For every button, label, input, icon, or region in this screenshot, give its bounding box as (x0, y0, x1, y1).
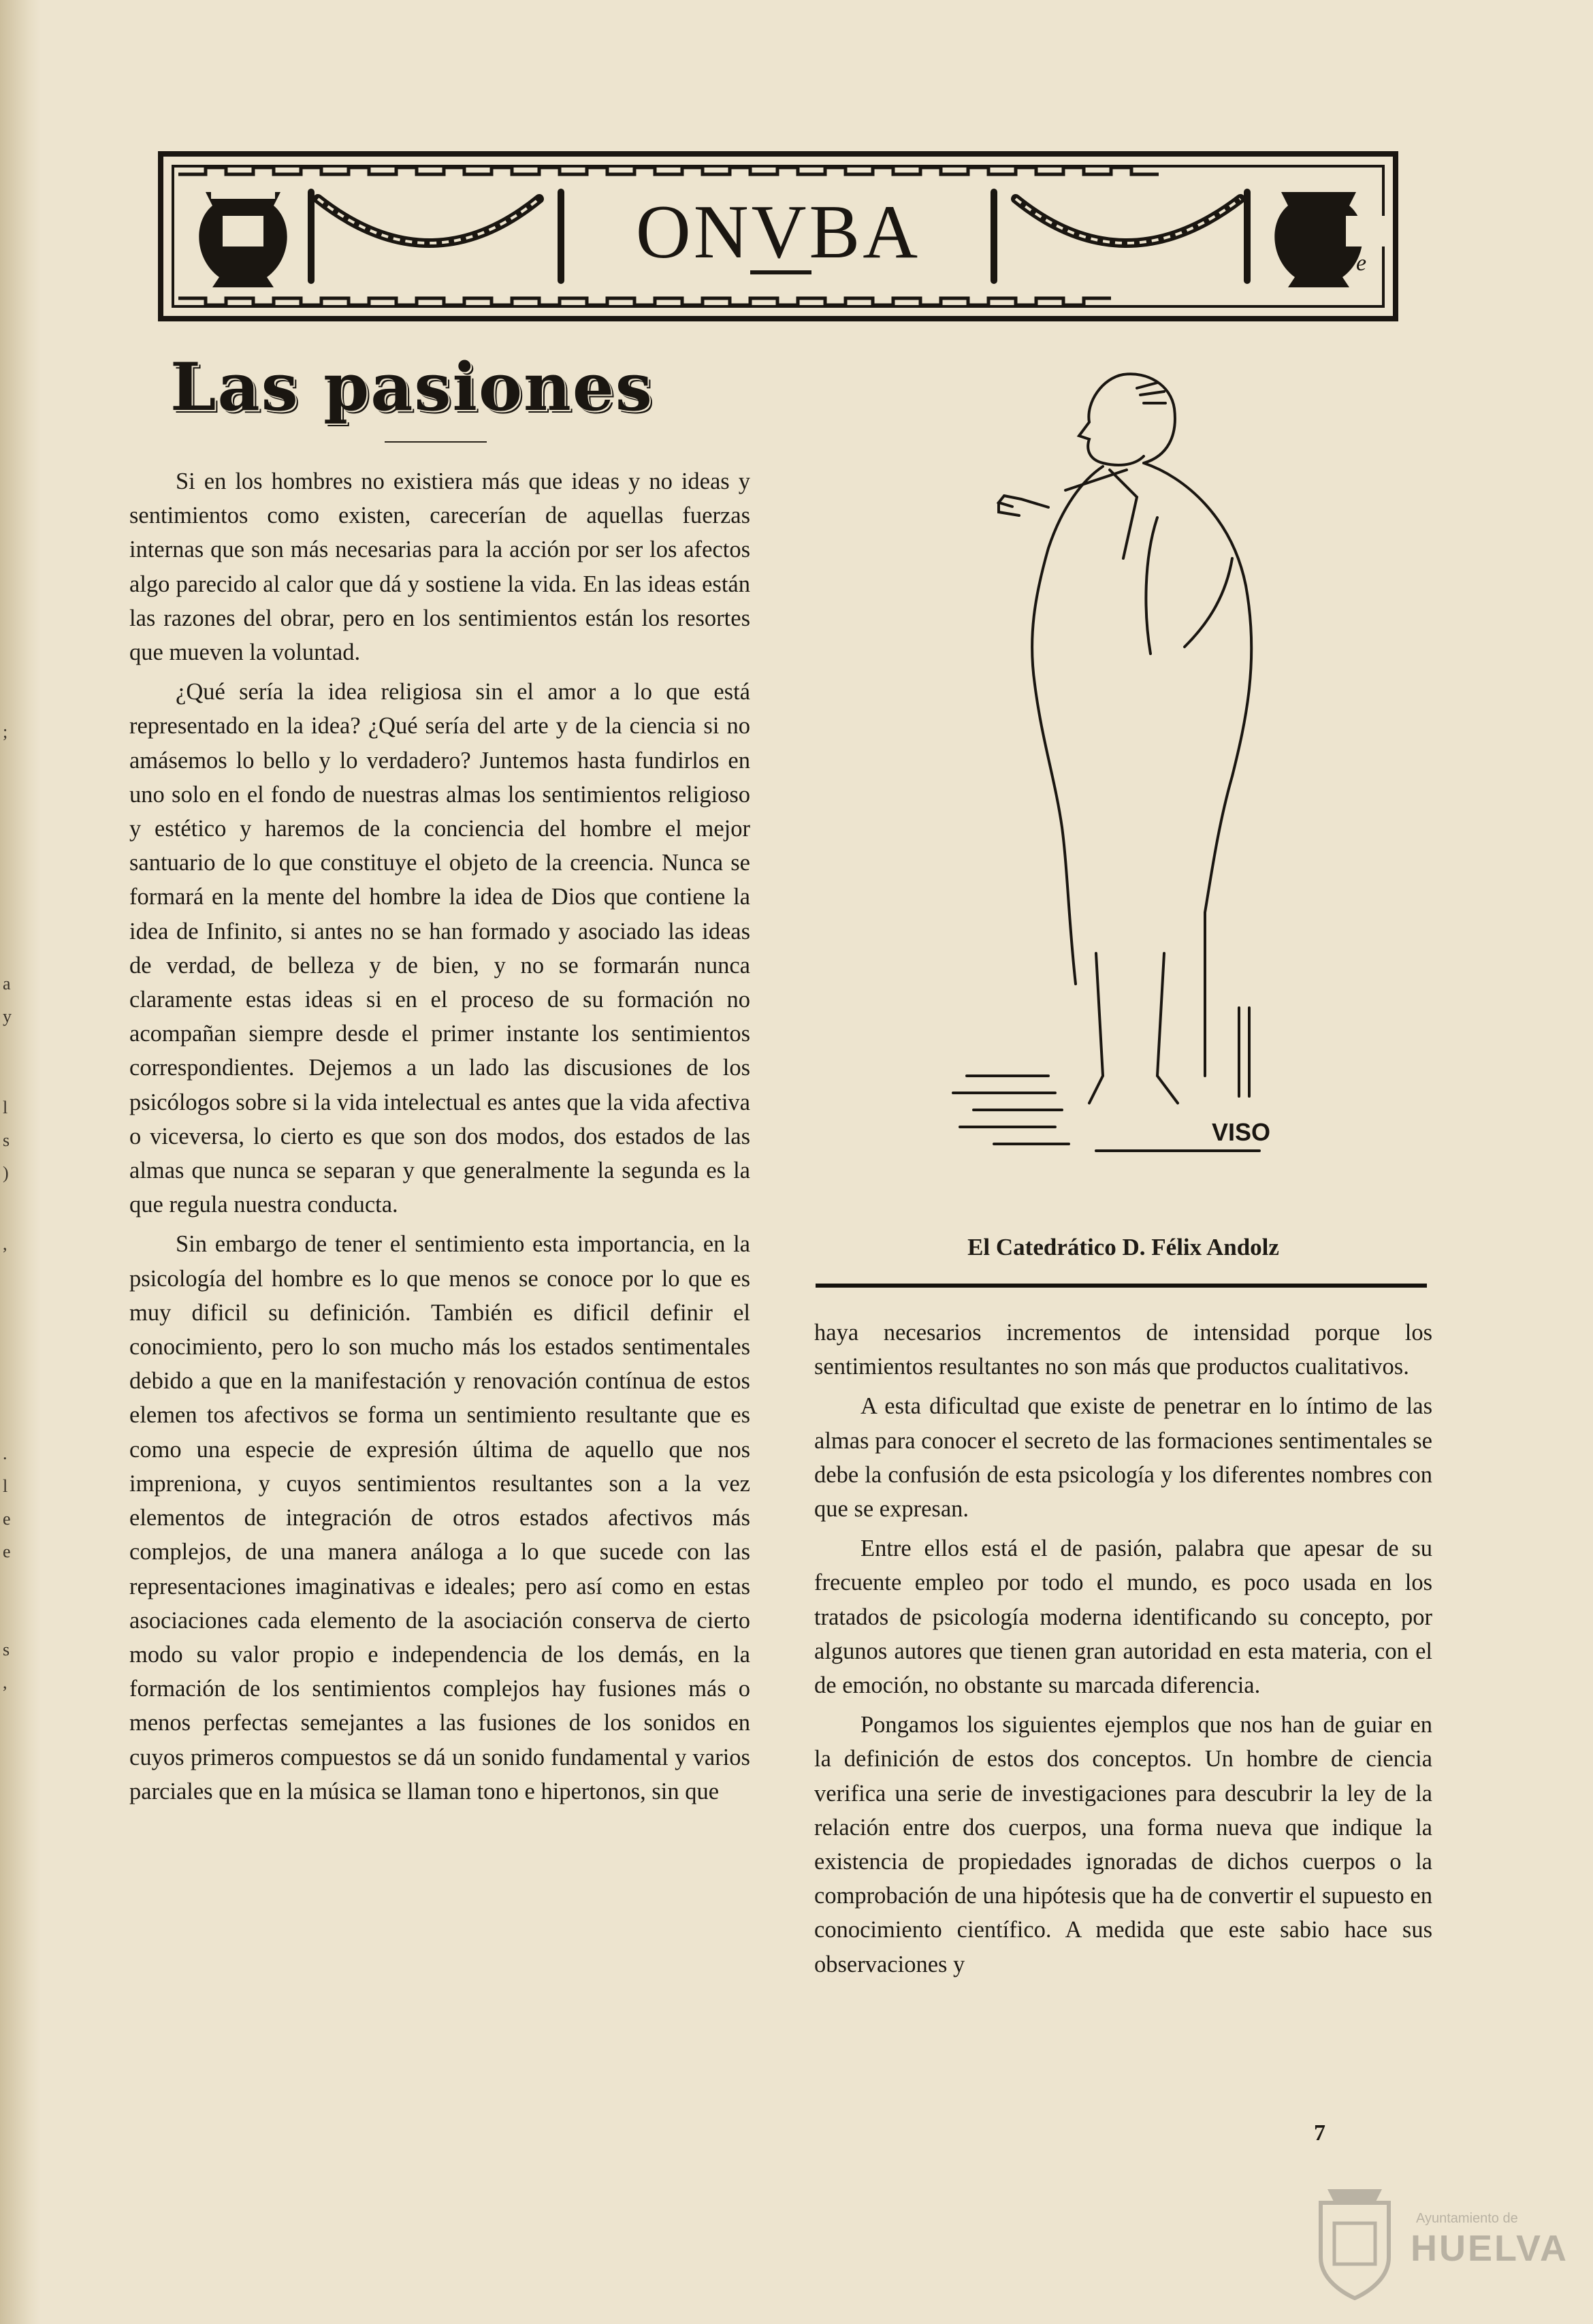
watermark-line2: HUELVA (1411, 2228, 1568, 2269)
caricature-illustration (939, 354, 1293, 1205)
paragraph: Si en los hombres no existiera más que ideas y no ideas y sentimientos como existen, carecerían de aquellas fuerzas internas que son más necesarias para la acción por ser los afectos algo parecido al calor que dá y sostiene la vida. En las ideas están las razones del obrar, pero en los sentimientos están los resortes que mueven la voluntad. (129, 468, 750, 666)
left-column (129, 464, 750, 1809)
masthead-title: ONVBA (635, 190, 921, 274)
illustration-caption: El Catedrático D. Félix Andolz (967, 1234, 1279, 1260)
paragraph: A esta dificultad que existe de penetrar en lo íntimo de las almas para conocer el secreto de las formaciones sentimentales se debe la confusión de esta psicología y los diferentes nombres con que se expresan. (814, 1393, 1432, 1523)
masthead-banner (158, 151, 1398, 321)
caption-divider (816, 1284, 1427, 1288)
fragment: ) (3, 1163, 9, 1183)
fragment: ; (3, 722, 8, 742)
watermark-line1: Ayuntamiento de (1416, 2211, 1518, 2226)
caricature-drawing (939, 354, 1293, 1205)
page-number: 7 (1314, 2120, 1325, 2146)
fragment: l (3, 1476, 8, 1496)
title-divider (385, 441, 487, 443)
paragraph: Pongamos los siguientes ejemplos que nos han de guiar en la definición de estos dos conceptos. Un hombre de ciencia verifica una serie de investigaciones para descubrir la ley de la relación entre dos cuerpos, una forma nueva que indique la existencia de propiedades ignoradas de dichos cuerpos o la comprobación de una hipótesis que ha de convertir el supuesto en conocimiento científico. A medida que este sabio hace sus observaciones y (814, 1712, 1432, 1977)
paragraph: Entre ellos está el de pasión, palabra que apesar de su frecuente empleo por todo el mundo, es poco usada en los tratados de psicología moderna identificando su concepto, por algunos autores que tienen gran autoridad en esta materia, con el de emoción, no obstante su marcada diferencia. (814, 1535, 1432, 1699)
artist-signature: VISO (1212, 1118, 1271, 1146)
fragment: s (3, 1130, 10, 1150)
fragment: , (3, 1234, 7, 1254)
article-title: Las pasiones (170, 349, 654, 426)
fragment: , (3, 1672, 7, 1692)
paragraph: haya necesarios incrementos de intensidad porque los sentimientos resultantes no son más que productos cualitativos. (814, 1320, 1432, 1380)
fragment: e (3, 1509, 11, 1529)
paragraph: Sin embargo de tener el sentimiento esta importancia, en la psicología del hombre es lo que menos se conoce por lo que es muy dificil su definición. También es dificil definir el conocimiento, pero lo son mucho más los estados sentimentales debido a que en la manifestación y renovación contínua de estos elemen tos afectivos se forma un sentimiento resultante que es como una especie de expresión última de aquello que nos impreniona, y cuyos sentimientos resultantes son a la vez elementos de integración de otros estados afectivos más complejos, de una manera análoga a lo que sucede con las representaciones imaginativas e ideales; pero así como en estas asociaciones cada elemento de la asociación conserva de cierto modo su valor propio e independencia de los demás, en la formación de los sentimientos complejos hay fusiones más o menos perfectas semejantes a las fusiones de los sonidos en cuyos primeros compuestos se dá un sonido fundamental y varios parciales que en la música se llaman tono e hipertonos, sin que (129, 1231, 750, 1804)
masthead-signature: e (1356, 251, 1367, 276)
fragment: l (3, 1098, 8, 1117)
paragraph: ¿Qué sería la idea religiosa sin el amor a lo que está representado en la idea? ¿Qué sería del arte y de la ciencia si no amásemos lo bello y lo verdadero? Juntemos hasta fundirlos en uno solo en el fondo de nuestras almas los sentimientos religioso y estético y haremos de la conciencia del hombre el mejor santuario de lo que constituye el objeto de la creencia. Nunca se formará en la mente del hombre la idea de Dios que contiene la idea de Infinito, si antes no se han formado y asociado las ideas de verdad, de belleza y de bien, y no se formarán nunca claramente estas ideas si en el proceso de su formación no acompañan siempre desde el primer instante los sentimientos correspondientes. Dejemos a un lado las discusiones de los psicólogos sobre si la vida intelectual es antes que la vida afectiva o viceversa, lo cierto es que son dos modos, dos estados de las almas que nunca se separan y que generalmente la segunda es la que regula nuestra conducta. (129, 679, 750, 1218)
fragment: e (3, 1542, 11, 1561)
right-column (814, 1316, 1432, 1981)
coat-of-arms-icon (1307, 2182, 1402, 2305)
fragment: a (3, 974, 11, 993)
fragment: y (3, 1006, 12, 1026)
binding-shadow (0, 0, 41, 2324)
fragment: . (3, 1444, 7, 1463)
fragment: s (3, 1640, 10, 1659)
archive-watermark (1307, 2182, 1568, 2305)
